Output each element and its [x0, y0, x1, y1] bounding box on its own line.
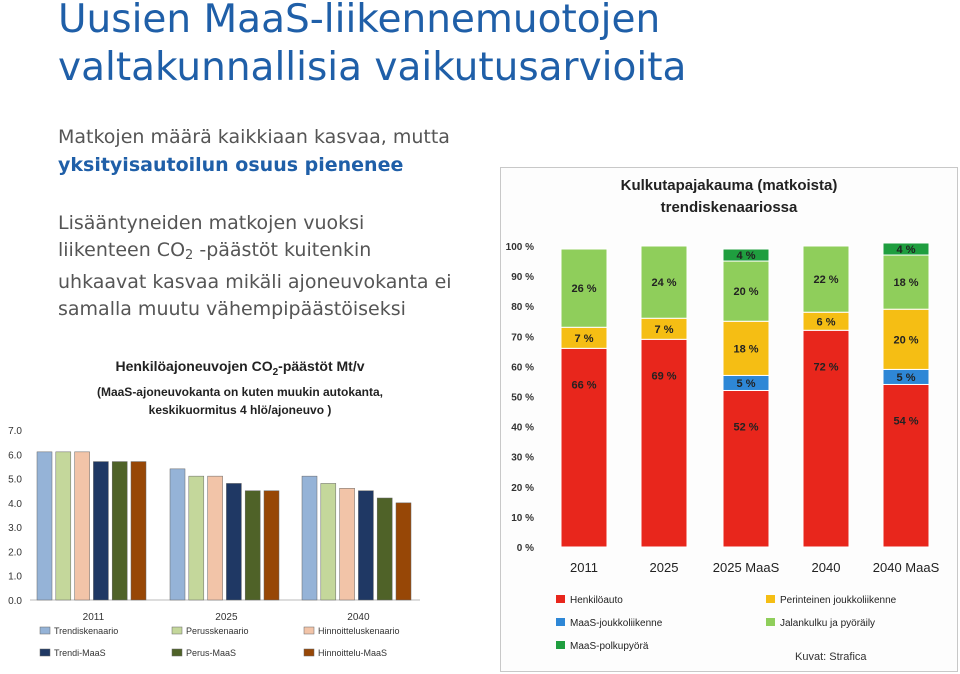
modal-title-1: Kulkutapajakauma (matkoista) [620, 177, 838, 194]
modal-data-label: 54 % [893, 415, 919, 428]
modal-bar-segment [723, 390, 769, 547]
co2-bar [396, 503, 411, 600]
para1-line2: yksityisautoilun osuus pienenee [58, 154, 404, 176]
co2-legend-swatch [304, 627, 314, 634]
co2-legend-label: Trendiskenaario [54, 626, 119, 636]
modal-ytick-label: 60 % [511, 362, 534, 374]
co2-bar [75, 452, 90, 600]
co2-ytick-label: 3.0 [8, 523, 22, 535]
co2-bar [245, 491, 260, 600]
modal-data-label: 7 % [574, 332, 594, 345]
co2-group-label: 2025 [215, 612, 238, 623]
co2-bar [93, 462, 108, 600]
co2-bar [37, 452, 52, 600]
modal-ytick-label: 0 % [516, 543, 534, 554]
para2-line2a: liikenteen CO [58, 239, 186, 261]
modal-data-label: 20 % [733, 286, 759, 299]
modal-legend-swatch [766, 618, 775, 626]
slide-title [58, 0, 686, 92]
modal-ytick-label: 10 % [511, 512, 534, 524]
modal-legend-swatch [766, 595, 775, 603]
co2-ytick-label: 1.0 [8, 571, 22, 583]
modal-data-label: 7 % [654, 323, 674, 336]
modal-bar-segment [883, 384, 929, 547]
modal-data-label: 26 % [571, 283, 597, 296]
co2-bar [377, 498, 392, 600]
para1-line1: Matkojen määrä kaikkiaan kasvaa, mutta [58, 126, 450, 148]
modal-title-2: trendiskenaariossa [660, 199, 798, 216]
co2-title-b: -päästöt Mt/v [278, 358, 365, 374]
modal-legend-label: Henkilöauto [570, 595, 623, 606]
co2-bar [321, 483, 336, 600]
modal-legend-label: Perinteinen joukkoliikenne [780, 595, 897, 606]
co2-legend-swatch [172, 627, 182, 634]
co2-bar [264, 491, 279, 600]
modal-ytick-label: 40 % [511, 422, 534, 434]
modal-data-label: 4 % [896, 244, 916, 257]
co2-chart-title [50, 356, 430, 419]
co2-legend-swatch [304, 649, 314, 656]
paragraph-emissions [58, 210, 452, 323]
co2-bar [358, 491, 373, 600]
modal-data-label: 66 % [571, 379, 597, 392]
modal-bar-segment [561, 348, 607, 547]
modal-data-label: 18 % [893, 277, 919, 290]
co2-title-sub: 2 [272, 366, 279, 378]
para2-line4: samalla muutu vähempipäästöiseksi [58, 298, 406, 320]
co2-bar [170, 469, 185, 600]
co2-group-label: 2011 [82, 612, 105, 623]
modal-data-label: 4 % [736, 250, 756, 263]
co2-title-a: Henkilöajoneuvojen CO [115, 358, 273, 374]
modal-ytick-label: 80 % [511, 302, 534, 314]
modal-data-label: 24 % [651, 277, 677, 290]
modal-ytick-label: 20 % [511, 482, 534, 494]
image-credit: Kuvat: Strafica [795, 651, 867, 663]
modal-legend-swatch [556, 641, 565, 649]
modal-ytick-label: 100 % [505, 242, 534, 253]
para2-line3: uhkaavat kasvaa mikäli ajoneuvokanta ei [58, 271, 452, 293]
modal-category-label: 2040 [811, 560, 841, 575]
paragraph-trips [58, 123, 450, 179]
modal-ytick-label: 50 % [511, 392, 534, 404]
co2-legend-swatch [40, 627, 50, 634]
co2-legend-label: Trendi-MaaS [54, 648, 106, 658]
co2-subtitle-2: keskikuormitus 4 hlö/ajoneuvo ) [148, 402, 332, 417]
co2-legend-label: Perusskenaario [186, 626, 249, 636]
co2-bar [226, 483, 241, 600]
modal-data-label: 20 % [893, 334, 919, 347]
modal-legend-swatch [556, 618, 565, 626]
modal-ytick-label: 90 % [511, 272, 534, 284]
modal-split-title [500, 175, 958, 219]
modal-legend-swatch [556, 595, 565, 603]
co2-ytick-label: 7.0 [8, 426, 22, 437]
co2-ytick-label: 2.0 [8, 547, 22, 559]
para2-line1: Lisääntyneiden matkojen vuoksi [58, 212, 365, 234]
modal-data-label: 5 % [896, 371, 916, 384]
co2-bar [112, 462, 127, 600]
title-line-1: Uusien MaaS-liikennemuotojen [58, 0, 661, 42]
modal-ytick-label: 70 % [511, 332, 534, 344]
co2-group-label: 2040 [347, 612, 370, 623]
co2-ytick-label: 4.0 [8, 498, 22, 510]
para2-line2b: -päästöt kuitenkin [193, 239, 372, 261]
modal-legend-label: MaaS-polkupyörä [570, 641, 649, 652]
modal-data-label: 6 % [816, 316, 836, 329]
co2-bar [189, 476, 204, 600]
co2-legend-swatch [40, 649, 50, 656]
modal-split-svg [500, 167, 958, 672]
co2-legend-swatch [172, 649, 182, 656]
co2-subtitle-1: (MaaS-ajoneuvokanta on kuten muukin autokanta, [96, 384, 384, 399]
modal-category-label: 2040 MaaS [872, 560, 940, 575]
co2-ytick-label: 0.0 [8, 596, 22, 607]
co2-bar [302, 476, 317, 600]
modal-legend-label: MaaS-joukkoliikenne [570, 618, 663, 629]
modal-category-label: 2025 [649, 560, 679, 575]
co2-legend-label: Hinnoitteluskenaario [318, 626, 400, 636]
modal-data-label: 5 % [736, 377, 756, 390]
modal-data-label: 52 % [733, 421, 759, 434]
modal-category-label: 2025 MaaS [712, 560, 780, 575]
para2-sub: 2 [185, 248, 194, 263]
modal-data-label: 18 % [733, 343, 759, 356]
co2-legend-label: Hinnoittelu-MaaS [318, 648, 388, 658]
modal-data-label: 72 % [813, 361, 839, 374]
co2-bar [208, 476, 223, 600]
modal-data-label: 69 % [651, 370, 677, 383]
modal-data-label: 22 % [813, 274, 839, 287]
co2-ytick-label: 6.0 [8, 450, 22, 462]
title-line-2: valtakunnallisia vaikutusarvioita [58, 45, 687, 90]
co2-ytick-label: 5.0 [8, 474, 22, 486]
modal-ytick-label: 30 % [511, 452, 534, 464]
co2-legend-label: Perus-MaaS [186, 648, 237, 658]
co2-bar [131, 462, 146, 600]
modal-legend-label: Jalankulku ja pyöräily [780, 618, 876, 629]
co2-bar [340, 488, 355, 600]
co2-bar [56, 452, 71, 600]
modal-category-label: 2011 [570, 560, 598, 575]
